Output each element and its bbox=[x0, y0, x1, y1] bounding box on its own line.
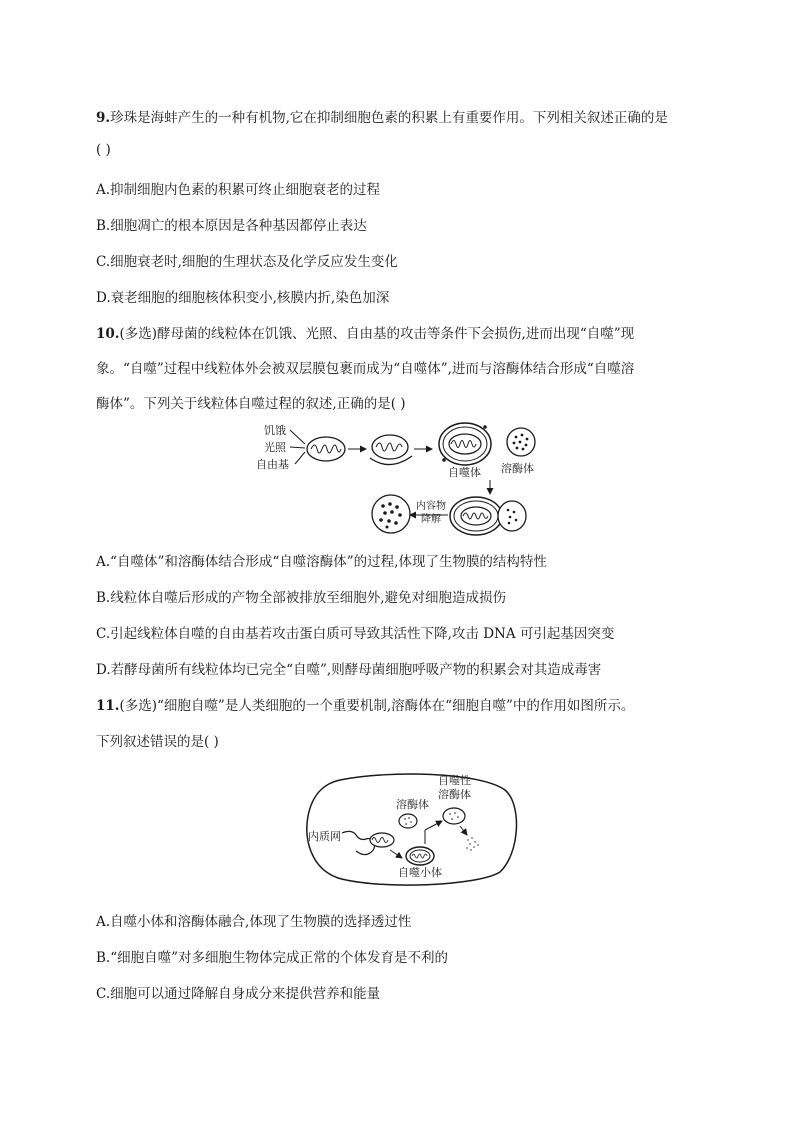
cell-autophagy-diagram bbox=[300, 768, 522, 890]
q11-option-a: A.自噬小体和溶酶体融合,体现了生物膜的选择透过性 bbox=[96, 914, 412, 930]
autophagosome-icon bbox=[439, 423, 491, 465]
factor-hunger-label: 饥饿 bbox=[264, 424, 286, 437]
q10-option-c: C.引起线粒体自噬的自由基若攻击蛋白质可导致其活性下降,攻击 DNA 可引起基因突变 bbox=[96, 626, 615, 642]
lysosome-label: 溶酶体 bbox=[501, 462, 534, 475]
degrade-label-1: 内容物 bbox=[416, 501, 446, 512]
q9-stem: 珍珠是海蚌产生的一种有机物,它在抑制细胞色素的积累上有重要作用。下列相关叙述正确的是 bbox=[110, 110, 668, 126]
q11-stem-line-1 bbox=[96, 694, 634, 714]
q11-stem-1: (多选)“细胞自噬”是人类细胞的一个重要机制,溶酶体在“细胞自噬”中的作用如图所示。 bbox=[119, 698, 635, 714]
q10-stem-line-2: 象。“自噬”过程中线粒体外会被双层膜包裹而成为“自噬体”,进而与溶酶体结合形成“自噬溶 bbox=[96, 361, 635, 377]
autophagosome-small-label: 自噬小体 bbox=[398, 866, 442, 879]
mitochondrion-2-icon bbox=[370, 435, 412, 465]
autolysosome-label-1: 自噬性 bbox=[438, 774, 471, 787]
autolysosome-small-icon bbox=[443, 808, 465, 824]
factor-line-2 bbox=[290, 447, 305, 448]
q11-option-b: B.“细胞自噬”对多细胞生物体完成正常的个体发育是不利的 bbox=[96, 950, 449, 966]
q10-stem-line-1 bbox=[96, 322, 634, 342]
factor-light-label: 光照 bbox=[264, 441, 286, 454]
q9-option-b: B.细胞凋亡的根本原因是各种基因都停止表达 bbox=[96, 218, 367, 234]
autophagosome-small-icon bbox=[406, 847, 434, 865]
q10-stem-1: (多选)酵母菌的线粒体在饥饿、光照、自由基的攻击等条件下会损伤,进而出现“自噬”现 bbox=[119, 326, 635, 342]
factor-line-3 bbox=[295, 452, 305, 464]
lysosome-icon bbox=[507, 428, 535, 456]
q10-option-a: A.“自噬体”和溶酶体结合形成“自噬溶酶体”的过程,体现了生物膜的结构特性 bbox=[96, 554, 547, 570]
q9-option-d: D.衰老细胞的细胞核体积变小,核膜内折,染色加深 bbox=[96, 290, 390, 306]
q9-answer-paren: ( ) bbox=[96, 142, 111, 158]
factor-radical-label: 自由基 bbox=[256, 458, 289, 471]
lysosome-small-icon bbox=[399, 814, 417, 828]
degrade-label-2: 降解 bbox=[421, 514, 441, 525]
mitochondrion-1-icon bbox=[307, 437, 345, 461]
q10-option-d: D.若酵母菌所有线粒体均已完全“自噬”,则酵母菌细胞呼吸产物的积累会对其造成毒害 bbox=[96, 662, 602, 678]
q9-number: 9. bbox=[96, 110, 111, 126]
autolysosome-icon bbox=[450, 497, 526, 535]
lysosome-small-label: 溶酶体 bbox=[396, 798, 429, 811]
mitochondrion-icon bbox=[370, 833, 394, 847]
q10-option-b: B.线粒体自噬后形成的产物全部被排放至细胞外,避免对细胞造成损伤 bbox=[96, 590, 507, 606]
q11-option-c: C.细胞可以通过降解自身成分来提供营养和能量 bbox=[96, 986, 381, 1002]
autolysosome-label-2: 溶酶体 bbox=[438, 788, 471, 801]
factor-line-1 bbox=[290, 430, 305, 444]
q11-stem-line-2: 下列叙述错误的是( ) bbox=[96, 734, 219, 750]
q10-stem-line-3: 酶体”。下列关于线粒体自噬过程的叙述,正确的是( ) bbox=[96, 396, 406, 412]
er-label: 内质网 bbox=[308, 830, 341, 843]
q9-stem-line bbox=[96, 106, 668, 126]
q9-option-c: C.细胞衰老时,细胞的生理状态及化学反应发生变化 bbox=[96, 254, 398, 270]
q10-number: 10. bbox=[96, 326, 120, 342]
q9-option-a: A.抑制细胞内色素的积累可终止细胞衰老的过程 bbox=[96, 182, 381, 198]
mitochondrial-autophagy-diagram bbox=[250, 414, 550, 538]
autophagosome-label: 自噬体 bbox=[448, 466, 481, 479]
degraded-vesicle-icon bbox=[372, 495, 410, 533]
q11-number: 11. bbox=[96, 698, 120, 714]
